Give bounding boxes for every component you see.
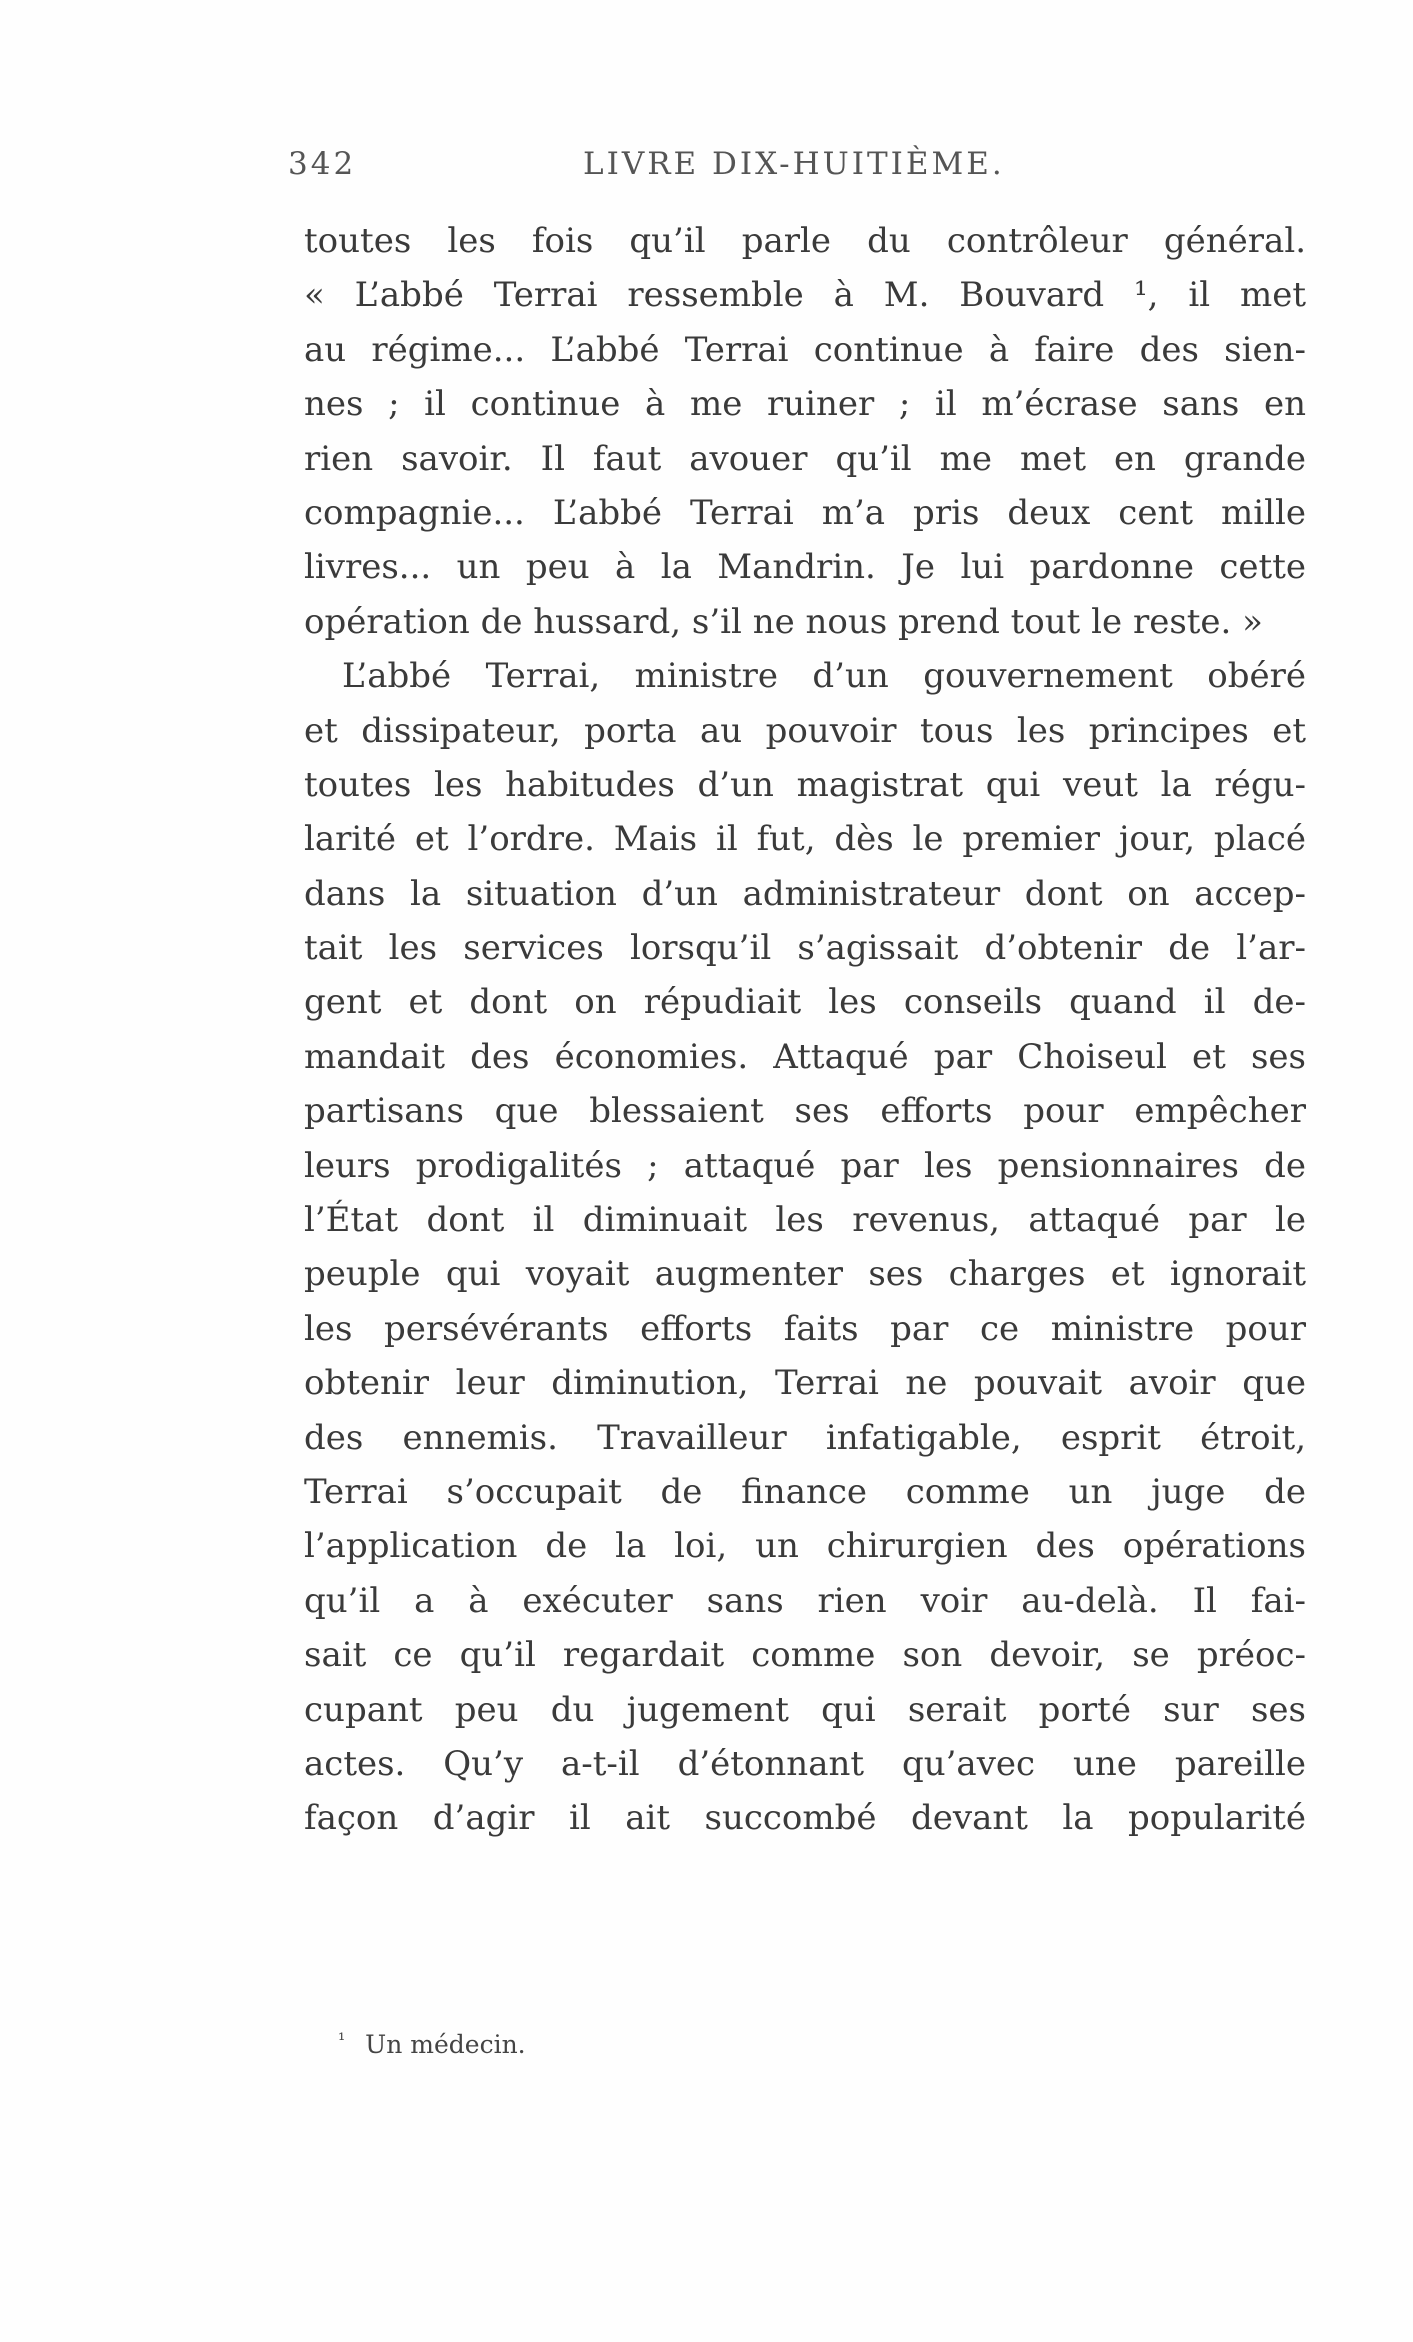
- text-line: qu’il a à exécuter sans rien voir au-delà. Il fai-: [304, 1580, 1306, 1621]
- text-line: compagnie... L’abbé Terrai m’a pris deux cent mille: [304, 492, 1306, 533]
- footnote-text: Un médecin.: [365, 2030, 526, 2059]
- text-line: larité et l’ordre. Mais il fut, dès le premier jour, placé: [304, 819, 1306, 860]
- text-line: au régime... L’abbé Terrai continue à faire des sien-: [304, 329, 1306, 370]
- text-line: gent et dont on répudiait les conseils quand il de-: [304, 982, 1306, 1023]
- text-line: façon d’agir il ait succombé devant la popularité: [304, 1798, 1306, 1839]
- text-line: « L’abbé Terrai ressemble à M. Bouvard ¹, il met: [304, 275, 1306, 316]
- text-line: L’abbé Terrai, ministre d’un gouvernement obéré: [342, 656, 1306, 697]
- text-line: toutes les habitudes d’un magistrat qui veut la régu-: [304, 764, 1306, 805]
- text-line: leurs prodigalités ; attaqué par les pensionnaires de: [304, 1145, 1306, 1186]
- text-line: obtenir leur diminution, Terrai ne pouvait avoir que: [304, 1363, 1306, 1404]
- text-line: l’application de la loi, un chirurgien des opérations: [304, 1526, 1306, 1567]
- text-line: des ennemis. Travailleur infatigable, esprit étroit,: [304, 1417, 1306, 1458]
- text-line: mandait des économies. Attaqué par Choiseul et ses: [304, 1036, 1306, 1077]
- text-line: Terrai s’occupait de finance comme un juge de: [304, 1471, 1306, 1512]
- text-line: peuple qui voyait augmenter ses charges et ignorait: [304, 1254, 1306, 1295]
- page-number: 342: [288, 146, 357, 182]
- text-line: et dissipateur, porta au pouvoir tous les principes et: [304, 710, 1306, 751]
- body-text: [304, 214, 1306, 1846]
- chapter-title: LIVRE DIX-HUITIÈME.: [583, 146, 1005, 182]
- text-line: actes. Qu’y a-t-il d’étonnant qu’avec une pareille: [304, 1743, 1306, 1784]
- text-line: l’État dont il diminuait les revenus, attaqué par le: [304, 1200, 1306, 1241]
- text-line: nes ; il continue à me ruiner ; il m’écrase sans en: [304, 384, 1306, 425]
- text-line: cupant peu du jugement qui serait porté sur ses: [304, 1689, 1306, 1730]
- text-line: tait les services lorsqu’il s’agissait d’obtenir de l’ar-: [304, 928, 1306, 969]
- text-line: livres... un peu à la Mandrin. Je lui pardonne cette: [304, 547, 1306, 588]
- text-line: toutes les fois qu’il parle du contrôleur général.: [304, 221, 1306, 261]
- footnote-mark: ¹: [338, 2030, 346, 2051]
- running-head: [288, 146, 1308, 196]
- text-line: opération de hussard, s’il ne nous prend tout le reste. »: [304, 601, 1263, 642]
- footnote: [338, 2030, 526, 2059]
- text-line: partisans que blessaient ses efforts pour empêcher: [304, 1091, 1306, 1132]
- text-line: dans la situation d’un administrateur dont on accep-: [304, 873, 1306, 914]
- text-line: les persévérants efforts faits par ce ministre pour: [304, 1308, 1306, 1349]
- text-line: rien savoir. Il faut avouer qu’il me met en grande: [304, 438, 1306, 479]
- text-line: sait ce qu’il regardait comme son devoir, se préoc-: [304, 1635, 1306, 1676]
